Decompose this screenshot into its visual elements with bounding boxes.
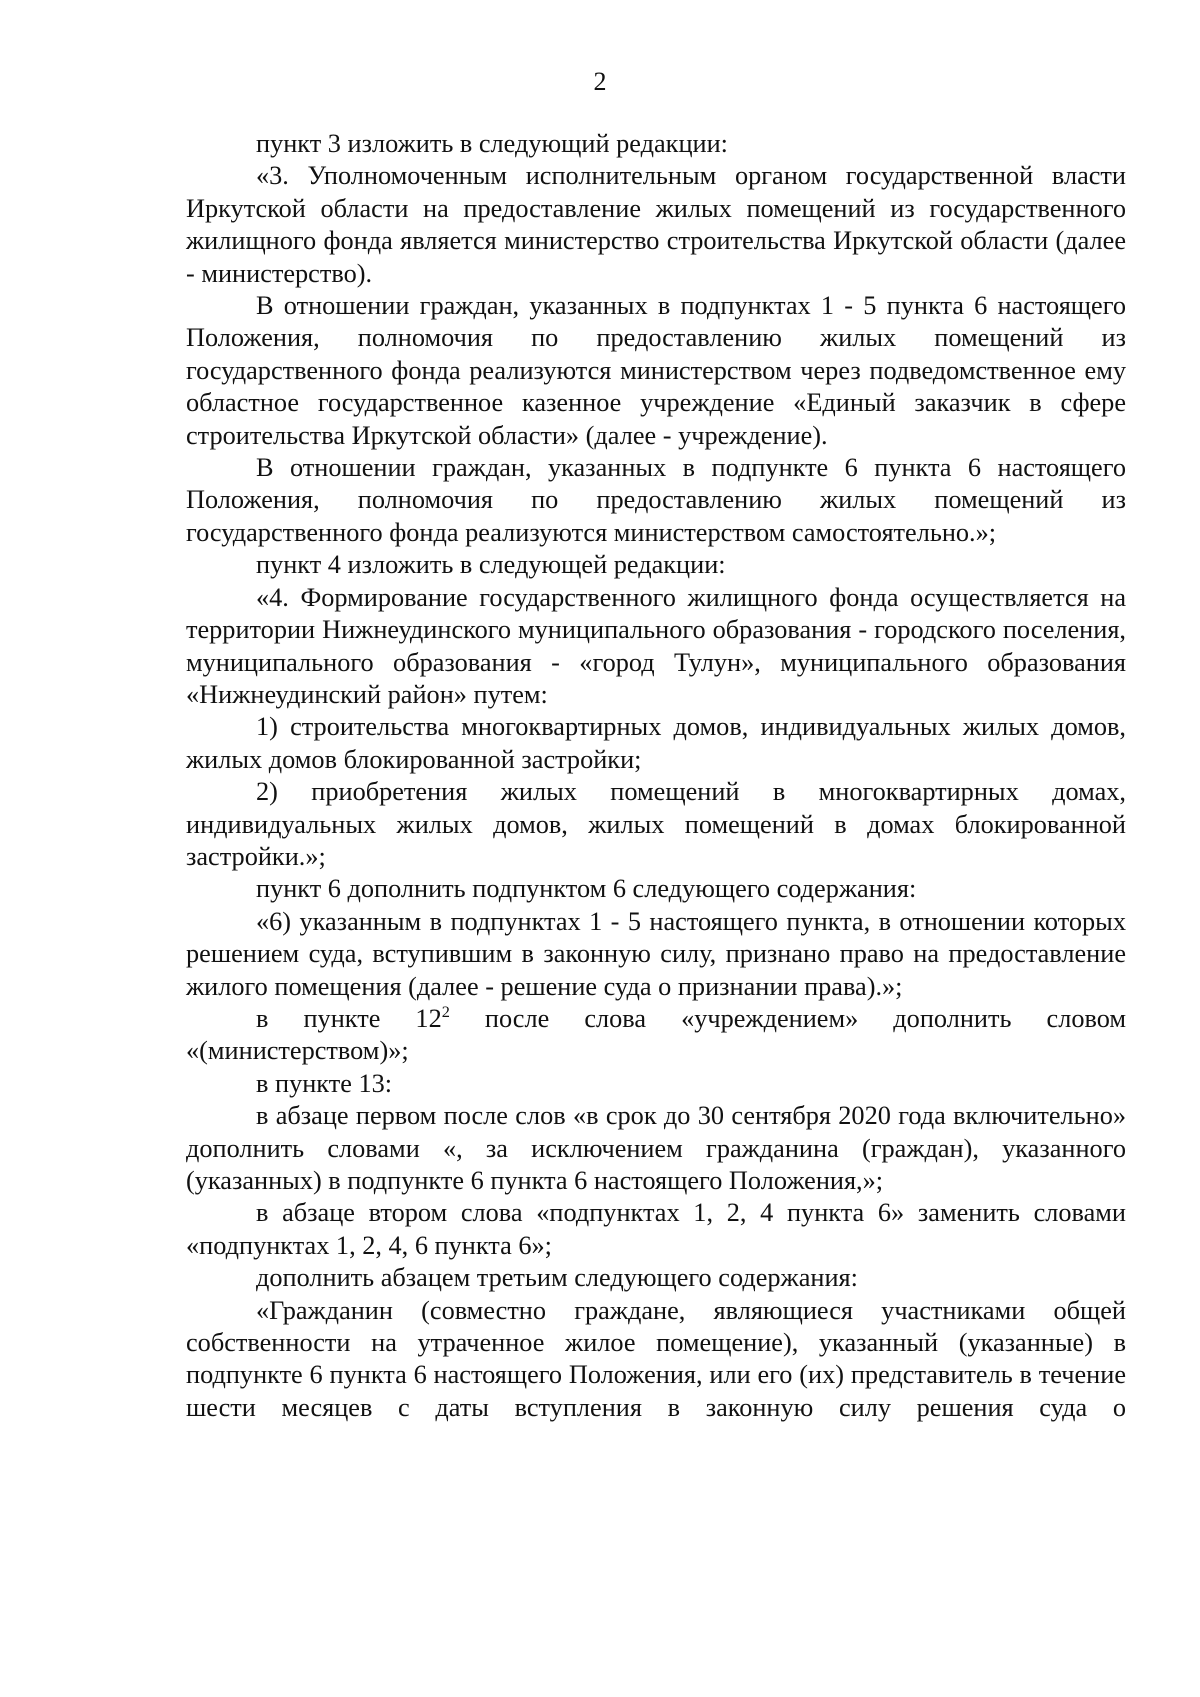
paragraph: пункт 6 дополнить подпунктом 6 следующего содержания:	[256, 874, 917, 904]
paragraph: В отношении граждан, указанных в подпункте 6 пункта 6 настоящего Положения, полномочия по предоставлению жилых помещений из государственного фонда реализуются министерством самостоятельно.»;	[186, 453, 1126, 547]
paragraph: в пункте 13:	[256, 1068, 393, 1098]
paragraph: пункт 3 изложить в следующий редакции:	[256, 129, 728, 158]
paragraph: дополнить абзацем третьим следующего содержания:	[256, 1263, 858, 1293]
paragraph: в абзаце втором слова «подпунктах 1, 2, 4 пункта 6» заменить словами «подпунктах 1, 2, 4, 6 пункта 6»;	[186, 1198, 1126, 1260]
paragraph: 1) строительства многоквартирных домов, индивидуальных жилых домов, жилых домов блокированной застройки;	[186, 712, 1126, 774]
document-body	[186, 128, 1126, 1424]
paragraph: «4. Формирование государственного жилищного фонда осуществляется на территории Нижнеудинского муниципального образования - городского поселения, муниципального образования - «город Тулун», муниципального образования «Нижнеудинский район» путем:	[186, 582, 1126, 709]
superscript: 2	[441, 1002, 450, 1022]
paragraph-item-12-2	[186, 1003, 1126, 1068]
paragraph: «6) указанным в подпунктах 1 - 5 настоящего пункта, в отношении которых решением суда, вступившим в законную силу, признано право на предоставление жилого помещения (далее - решение суда о признании права).»;	[186, 906, 1126, 1001]
paragraph: В отношении граждан, указанных в подпунктах 1 - 5 пункта 6 настоящего Положения, полномочия по предоставлению жилых помещений из государственного фонда реализуются министерством через подведомственное ему областное государственное казенное учреждение «Единый заказчик в сфере строительства Иркутской области» (далее - учреждение).	[186, 291, 1126, 450]
paragraph: пункт 4 изложить в следующей редакции:	[256, 550, 726, 580]
item-12-2-after: после слова «учреждением» дополнить словом «(министерством)»;	[186, 1003, 1126, 1066]
paragraph: в абзаце первом после слов «в срок до 30 сентября 2020 года включительно» дополнить словами «, за исключением гражданина (граждан), указанного (указанных) в подпункте 6 пункта 6 настоящего Положения,»;	[186, 1101, 1126, 1195]
item-12-2-before: в пункте 12	[256, 1003, 442, 1033]
paragraph: «3. Уполномоченным исполнительным органом государственной власти Иркутской области на предоставление жилых помещений из государственного жилищного фонда является министерство строительства Иркутской области (далее - министерство).	[186, 161, 1126, 288]
paragraph: 2) приобретения жилых помещений в многоквартирных домах, индивидуальных жилых домов, жилых помещений в домах блокированной застройки.»;	[186, 777, 1126, 871]
page-number: 2	[593, 67, 607, 96]
paragraph: «Гражданин (совместно граждане, являющиеся участниками общей собственности на утраченное жилое помещение), указанный (указанные) в подпункте 6 пункта 6 настоящего Положения, или его (их) представитель в течение шести месяцев с даты вступления в законную силу решения суда о	[186, 1295, 1126, 1422]
